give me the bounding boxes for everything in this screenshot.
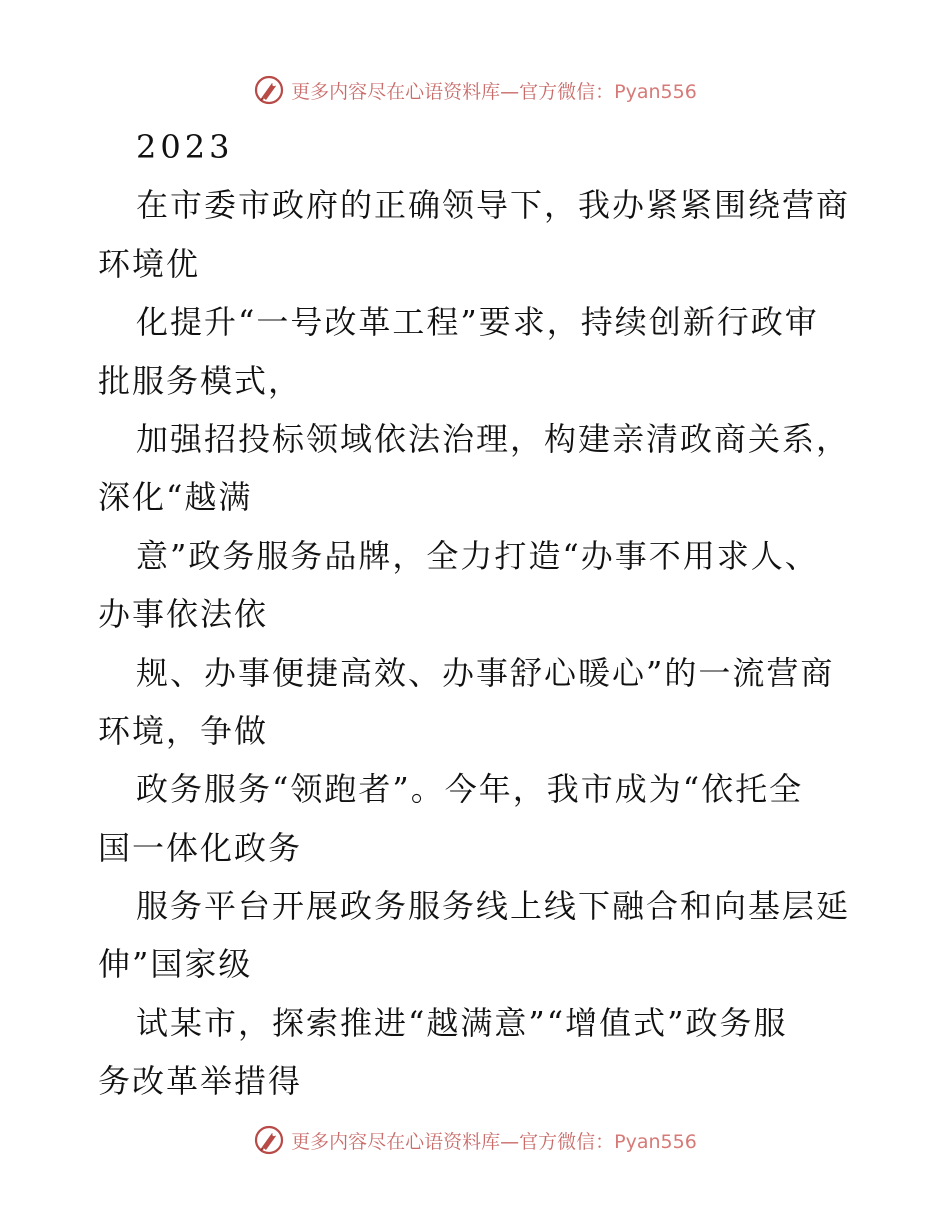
watermark-text: 更多内容尽在心语资料库—官方微信： xyxy=(291,1130,615,1153)
pen-nib-logo-icon xyxy=(253,1124,285,1156)
doc-line: 国一体化政务 xyxy=(98,828,303,867)
doc-line: 服务平台开展政务服务线上线下融合和向基层延 xyxy=(136,887,851,926)
document-body xyxy=(98,118,858,1111)
doc-line: 意”政务服务品牌，全力打造“办事不用求人、 xyxy=(136,536,819,575)
doc-line: 办事依法依 xyxy=(98,595,269,634)
header-watermark xyxy=(0,70,950,110)
doc-line: 加强招投标领域依法治理，构建亲清政商关系， xyxy=(136,419,851,458)
doc-line: 试某市，探索推进“越满意”“增值式”政务服 xyxy=(136,1003,788,1042)
footer-watermark xyxy=(0,1120,950,1160)
doc-line: 政务服务“领跑者”。今年，我市成为“依托全 xyxy=(136,770,804,809)
doc-line-year: 2023 xyxy=(136,128,234,166)
doc-line: 深化“越满 xyxy=(98,478,253,517)
pen-nib-logo-icon xyxy=(253,74,285,106)
doc-line: 伸”国家级 xyxy=(98,945,253,984)
doc-line: 批服务模式， xyxy=(98,361,303,400)
doc-line: 务改革举措得 xyxy=(98,1062,303,1101)
doc-line: 环境优 xyxy=(98,244,201,283)
doc-line: 化提升“一号改革工程”要求，持续创新行政审 xyxy=(136,303,819,342)
doc-line: 规、办事便捷高效、办事舒心暖心”的一流营商 xyxy=(136,653,835,692)
watermark-wechat-id: Pyan556 xyxy=(614,80,697,103)
watermark-wechat-id: Pyan556 xyxy=(614,1130,697,1153)
doc-line: 在市委市政府的正确领导下，我办紧紧围绕营商 xyxy=(136,186,851,225)
watermark-text: 更多内容尽在心语资料库—官方微信： xyxy=(291,80,615,103)
doc-line: 环境，争做 xyxy=(98,711,269,750)
